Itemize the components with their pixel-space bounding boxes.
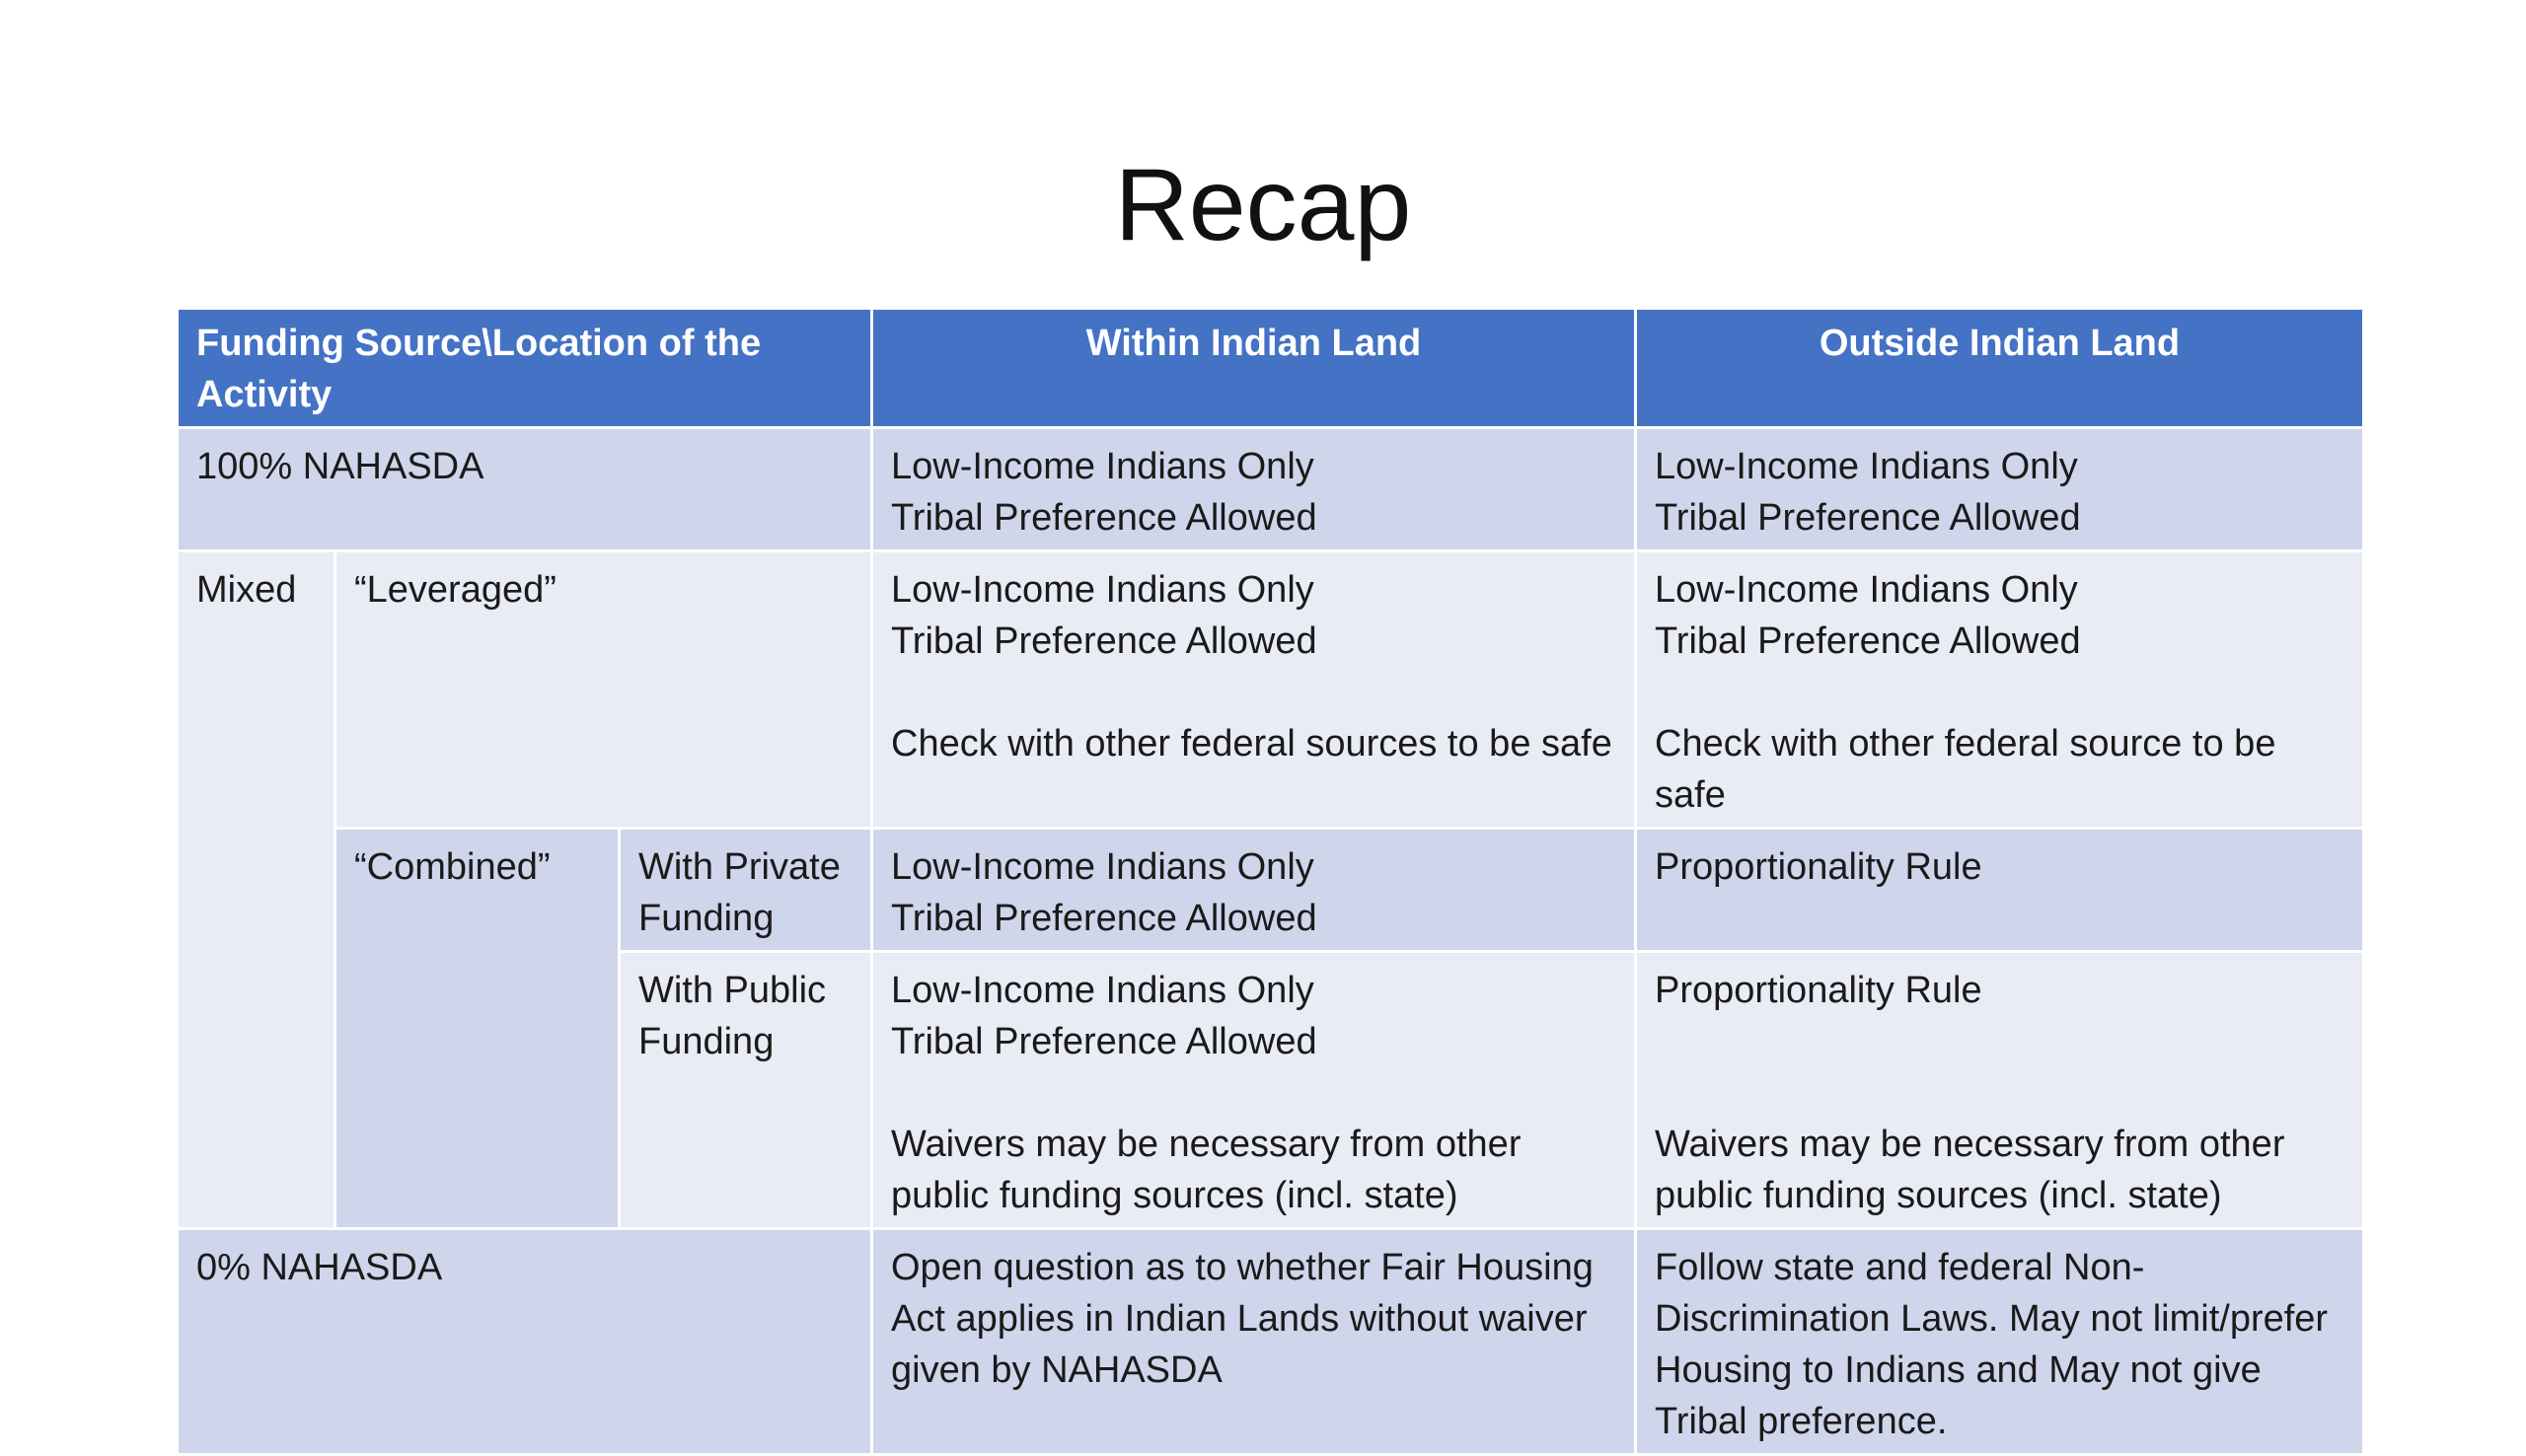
- cell-public-within: [872, 952, 1636, 1229]
- cell-public-outside: [1636, 952, 2364, 1229]
- cell-text: Low-Income Indians Only: [891, 970, 1314, 1011]
- cell-100-within: [872, 428, 1636, 551]
- row-label-combined: “Combined”: [335, 829, 620, 1229]
- row-label-public-funding: With Public Funding: [620, 952, 872, 1229]
- row-label-leveraged: “Leveraged”: [335, 551, 872, 829]
- cell-text: Waivers may be necessary from other public funding sources (incl. state): [891, 1124, 1522, 1216]
- cell-text: Low-Income Indians Only: [891, 446, 1314, 487]
- row-label-0-nahasda: 0% NAHASDA: [178, 1229, 872, 1455]
- table-row-leveraged: [178, 551, 2364, 829]
- cell-text: Waivers may be necessary from other public funding sources (incl. state): [1655, 1124, 2285, 1216]
- cell-text: Tribal Preference Allowed: [891, 1021, 1317, 1062]
- header-outside-indian-land: Outside Indian Land: [1636, 309, 2364, 428]
- cell-private-outside: Proportionality Rule: [1636, 829, 2364, 952]
- cell-private-within: [872, 829, 1636, 952]
- cell-text: Check with other federal sources to be safe: [891, 723, 1612, 764]
- cell-0-outside: Follow state and federal Non-Discrimination Laws. May not limit/prefer Housing to Indians and May not give Tribal preference.: [1636, 1229, 2364, 1455]
- cell-text: Low-Income Indians Only: [891, 569, 1314, 611]
- cell-text: Proportionality Rule: [1655, 970, 1982, 1011]
- table-row-0-nahasda: [178, 1229, 2364, 1455]
- cell-leveraged-outside: [1636, 551, 2364, 829]
- table-row-100-nahasda: [178, 428, 2364, 551]
- cell-text: Tribal Preference Allowed: [891, 620, 1317, 662]
- cell-0-within: Open question as to whether Fair Housing Act applies in Indian Lands without waiver given by NAHASDA: [872, 1229, 1636, 1455]
- table-row-combined-private: [178, 829, 2364, 952]
- recap-table: [176, 307, 2365, 1456]
- header-funding-source: Funding Source\Location of the Activity: [178, 309, 872, 428]
- cell-text: Low-Income Indians Only: [1655, 446, 2078, 487]
- cell-text: Check with other federal source to be safe: [1655, 723, 2276, 816]
- table-header-row: [178, 309, 2364, 428]
- header-within-indian-land: Within Indian Land: [872, 309, 1636, 428]
- slide-title: Recap: [1114, 148, 1412, 262]
- cell-text: Low-Income Indians Only: [1655, 569, 2078, 611]
- cell-text: Tribal Preference Allowed: [891, 497, 1317, 539]
- cell-text: Tribal Preference Allowed: [891, 898, 1317, 939]
- cell-leveraged-within: [872, 551, 1636, 829]
- cell-text: Tribal Preference Allowed: [1655, 497, 2081, 539]
- cell-100-outside: [1636, 428, 2364, 551]
- row-label-mixed: Mixed: [178, 551, 335, 1229]
- row-label-private-funding: With Private Funding: [620, 829, 872, 952]
- row-label-100-nahasda: 100% NAHASDA: [178, 428, 872, 551]
- cell-text: Tribal Preference Allowed: [1655, 620, 2081, 662]
- cell-text: Low-Income Indians Only: [891, 846, 1314, 888]
